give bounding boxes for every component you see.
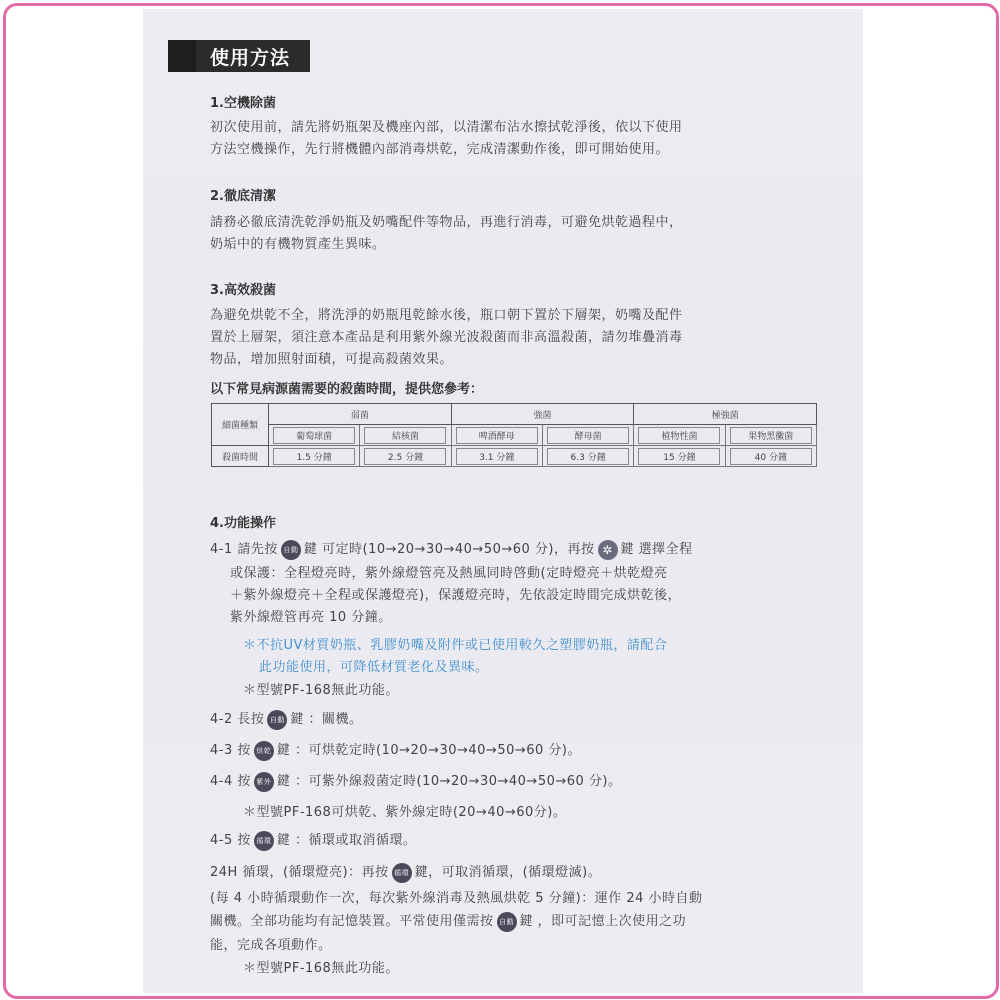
row-header-time: 殺菌時間	[212, 446, 269, 467]
group-weak: 弱菌	[269, 404, 452, 425]
auto-button-icon: 自動	[497, 912, 517, 932]
s1-line-1: 初次使用前，請先將奶瓶架及機座內部，以清潔布沾水擦拭乾淨後，依以下使用	[210, 120, 683, 135]
bacteria-cell: 植物性菌	[634, 425, 725, 446]
heading-s4: 4.功能操作	[210, 516, 276, 531]
cycle-line-3: 關機。全部功能均有記憶裝置。平常使用僅需按 自動 鍵 ，即可記憶上次使用之功	[210, 910, 686, 932]
heading-s1: 1.空機除菌	[210, 96, 276, 111]
s1-line-2: 方法空機操作，先行將機體內部消毒烘乾，完成清潔動作後，即可開始使用。	[210, 142, 670, 157]
time-cell: 2.5 分鐘	[360, 446, 451, 467]
heading-s2: 2.徹底清潔	[210, 189, 276, 204]
s4-1-line-2: 或保護：全程燈亮時，紫外線燈管亮及熱風同時啓動(定時燈亮＋烘乾燈亮	[230, 566, 668, 581]
cycle-line-1: 24H 循環，(循環燈亮)：再按 循環 鍵，可取消循環，(循環燈滅)。	[210, 861, 601, 883]
cycle-button-icon: 循環	[392, 863, 412, 883]
note-model-2: ＊型號PF-168可烘乾、紫外線定時(20→40→60分)。	[243, 805, 567, 820]
heading-s3: 3.高效殺菌	[210, 283, 276, 298]
s3-line-3: 物品，增加照射面積，可提高殺菌效果。	[210, 352, 454, 367]
s4-4-line: 4-4 按 紫外 鍵 ：可紫外線殺菌定時(10→20→30→40→50→60 分)。	[210, 770, 622, 792]
cycle-button-icon: 循環	[254, 831, 274, 851]
note-model-1: ＊型號PF-168無此功能。	[243, 683, 399, 698]
bacteria-cell: 酵母菌	[542, 425, 633, 446]
title-bar-notch	[168, 40, 196, 72]
s4-1-line-4: 紫外線燈管再亮 10 分鐘。	[230, 610, 392, 625]
s4-3-line: 4-3 按 烘乾 鍵 ：可烘乾定時(10→20→30→40→50→60 分)。	[210, 739, 581, 761]
group-strong: 強菌	[451, 404, 634, 425]
auto-button-icon: 自動	[267, 710, 287, 730]
time-cell: 6.3 分鐘	[542, 446, 633, 467]
s4-1-line-3: ＋紫外線燈亮＋全程或保護燈亮)，保護燈亮時，先依設定時間完成烘乾後，	[230, 588, 682, 603]
table-caption: 以下常見病源菌需要的殺菌時間，提供您參考：	[210, 382, 484, 397]
group-very-strong: 極強菌	[634, 404, 817, 425]
s3-line-2: 置於上層架，須注意本產品是利用紫外線光波殺菌而非高溫殺菌，請勿堆疊消毒	[210, 330, 683, 345]
note-uv-1: ＊不抗UV材質奶瓶、乳膠奶嘴及附件或已使用較久之塑膠奶瓶，請配合	[243, 638, 668, 653]
dry-button-icon: 烘乾	[254, 741, 274, 761]
s4-2-line: 4-2 長按 自動 鍵 ：關機。	[210, 708, 363, 730]
s2-line-1: 請務必徹底清洗乾淨奶瓶及奶嘴配件等物品，再進行消毒，可避免烘乾過程中，	[210, 215, 683, 230]
s4-1-line-1: 4-1 請先按 自動 鍵 可定時(10→20→30→40→50→60 分)，再按 ✲ 鍵 選擇全程	[210, 538, 693, 560]
section-title-bar	[168, 40, 310, 72]
auto-button-icon: 自動	[281, 540, 301, 560]
s3-line-1: 為避免烘乾不全，將洗淨的奶瓶甩乾餘水後，瓶口朝下置於下層架，奶嘴及配件	[210, 308, 683, 323]
bacteria-cell: 結核菌	[360, 425, 451, 446]
note-uv-2: 此功能使用，可降低材質老化及異味。	[259, 660, 489, 675]
time-cell: 3.1 分鐘	[451, 446, 542, 467]
sterilization-time-table	[211, 403, 817, 467]
bacteria-cell: 葡萄球菌	[269, 425, 360, 446]
note-model-3: ＊型號PF-168無此功能。	[243, 961, 399, 976]
mode-button-icon: ✲	[598, 540, 618, 560]
time-cell: 1.5 分鐘	[269, 446, 360, 467]
uv-button-icon: 紫外	[254, 772, 274, 792]
bacteria-cell: 啤酒酵母	[451, 425, 542, 446]
row-header-type: 細菌種類	[212, 404, 269, 446]
s2-line-2: 奶垢中的有機物質產生異味。	[210, 237, 386, 252]
bacteria-cell: 果物黑黴菌	[725, 425, 816, 446]
cycle-line-2: (每 4 小時循環動作一次，每次紫外線消毒及熱風烘乾 5 分鐘)：運作 24 小時自動	[210, 891, 703, 906]
cycle-line-4: 能，完成各項動作。	[210, 938, 332, 953]
s4-5-line: 4-5 按 循環 鍵 ：循環或取消循環。	[210, 829, 417, 851]
time-cell: 15 分鐘	[634, 446, 725, 467]
time-cell: 40 分鐘	[725, 446, 816, 467]
page-title: 使用方法	[210, 47, 291, 69]
